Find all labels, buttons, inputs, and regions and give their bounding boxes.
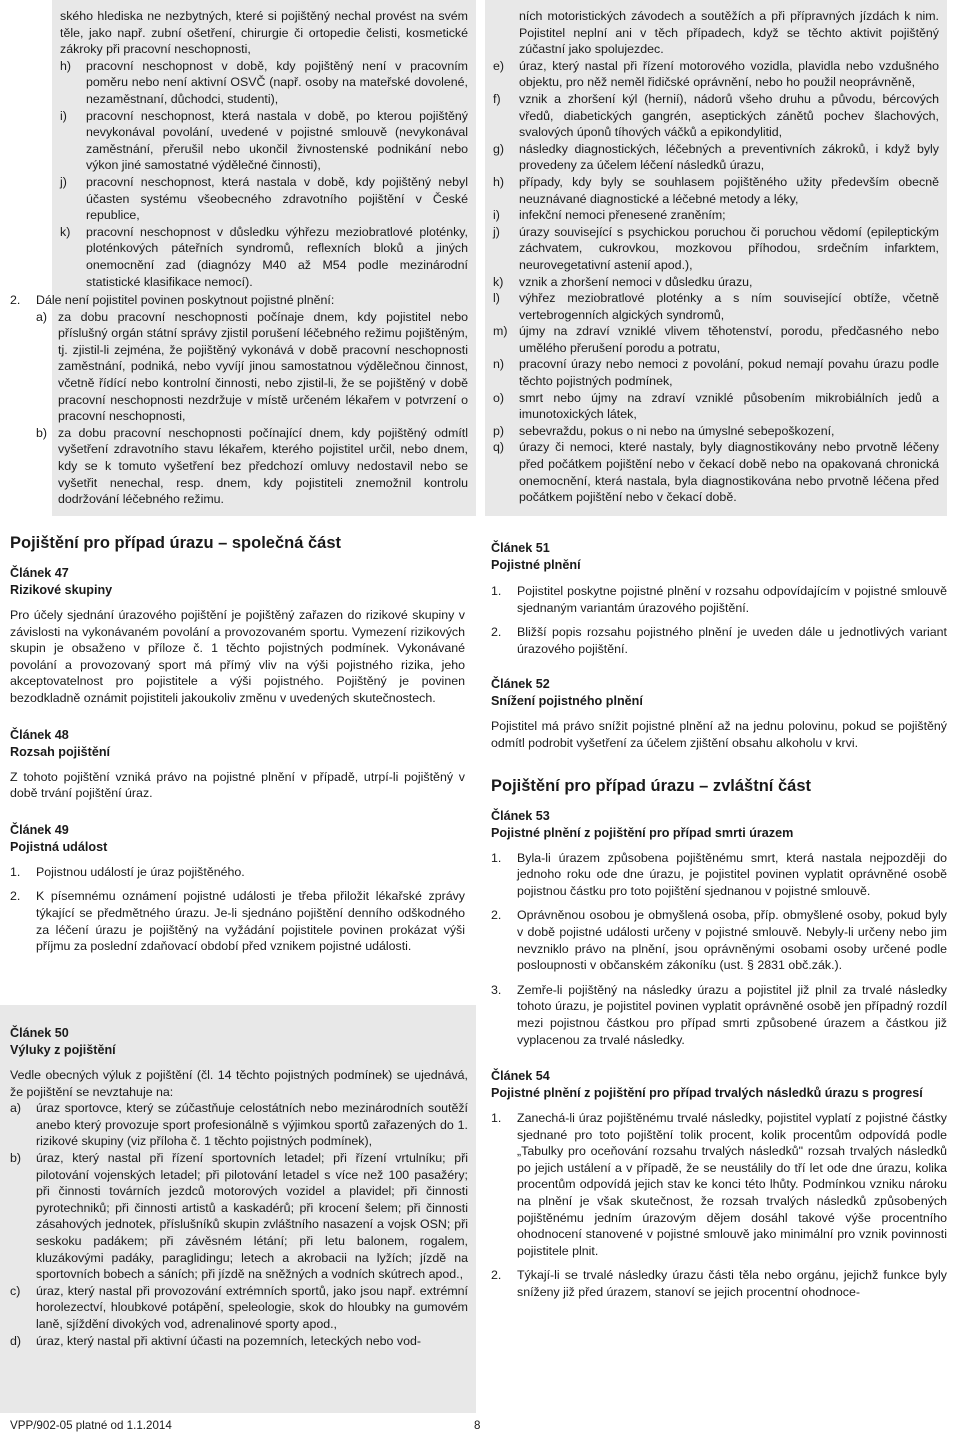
article-number: Článek 52: [491, 677, 550, 692]
list-text: případy, kdy byly se souhlasem pojištěného užity především obecně neuznávané diagnostické a léčebné metody a léky,: [519, 174, 939, 206]
item-number: 2.: [10, 889, 21, 904]
list-item: [60, 108, 468, 174]
list-text: újmy na zdraví vzniklé vlivem těhotenství, porodu, předčasného nebo umělého přerušení porodu a potratu,: [519, 324, 939, 355]
list-item: [60, 174, 468, 224]
item-text: Zanechá-li úraz pojištěnému trvalé následky, pojistitel vyplatí z pojistné částky sjednané pro toto pojištění tolik procent, kolik procentům odpovídá podle „Tabulky pro oceňování rozsahu trvalých následků" rozsah trvalých následků po jejich ustálení a v případě, že se neustálily do tří let ode dne úrazu, kolika procentům odpovídá jejich stav ke konci této lhůty. Podmínkou vzniku nároku na plnění je však skutečnost, že rozsah trvalých následků způsobených pojištěnému jedním úrazovým dějem dosáhl takové výše procentního ohodnocení stanovené v pojistné smlouvě jako minimální pro vznik povinnosti pojistitele plnit.: [517, 1111, 947, 1258]
list-text: pracovní neschopnost v důsledku výhřezu meziobratlové ploténky, ploténkových páteřních syndromů, reflexních bloků a jiných onemocnění zad (diagnózy M40 až M54 podle mezinárodní statistické klasifikace nemocí).: [86, 224, 468, 289]
list-marker: n): [493, 357, 505, 372]
list-text: úrazy související s psychickou poruchou či poruchou vědomí (epileptickým záchvatem, cukrovkou, mozkovou příhodou, srdečním infarktem, neurovegetativní astenií apod.),: [519, 224, 939, 272]
list-text: vznik a zhoršení nemoci v důsledku úrazu,: [519, 274, 753, 289]
item-number: 1.: [491, 584, 502, 598]
numbered-item: [10, 864, 465, 881]
left-column-content: [10, 533, 465, 955]
list-marker: l): [493, 291, 500, 306]
numbered-item: [491, 1110, 947, 1259]
article-title: Rozsah pojištění: [10, 744, 111, 759]
list-marker: a): [10, 1101, 22, 1116]
item-number: 1.: [491, 850, 502, 865]
list-text: pracovní neschopnost, která nastala v době, po kterou pojištěný nevykonával povolání, uvedené v pojistné smlouvě (nevykonával zaměstnání, přerušil nebo ukončil živnostenské podnikání nebo výkon jiné samostatné výdělečné činnosti),: [86, 108, 468, 173]
list-item: [10, 1100, 468, 1150]
article-number: Článek 47: [10, 566, 69, 580]
item-text: Oprávněnou osobou je obmyšlená osoba, příp. obmyšlené osoby, pokud byly v době pojistné události určeny v pojistné smlouvě. Nebyly-li určeny nebo jim nevzniklo právo na plnění, jsou oprávněnými osobami osoby určené podle posloupnosti v občanském zákoníku (ust. § 2831 obč.zák.).: [517, 908, 947, 973]
list-text: vznik a zhoršení kýl (hernií), nádorů všeho druhu a původu, bércových vředů, diabetických gangrén, aseptických zánětů pochev šlachových, svalových úponů tíhových váčků a epikondylitid,: [519, 91, 939, 140]
article-text: Z tohoto pojištění vzniká právo na pojistné plnění v případě, utrpí-li pojištěný v době trvání pojištění úraz.: [10, 769, 465, 801]
article-number: Článek 54: [491, 1069, 550, 1084]
item-number: 3.: [491, 982, 502, 997]
numbered-item: [491, 624, 947, 657]
section-title: Pojištění pro případ úrazu – společná část: [10, 534, 341, 552]
list-item: [10, 1333, 468, 1350]
list-item: [493, 141, 939, 174]
list-item: [493, 274, 939, 291]
numbered-item: [491, 583, 947, 616]
list-item: [10, 1283, 468, 1333]
item-text: Pojistnou událostí je úraz pojištěného.: [36, 864, 245, 879]
article-number: Článek 53: [491, 808, 550, 823]
list-marker: k): [60, 224, 71, 239]
article-text: Vedle obecných výluk z pojištění (čl. 14 těchto pojistných podmínek) se ujednává, že pojištění se nevztahuje na:: [10, 1068, 468, 1099]
article-number: Článek 49: [10, 822, 69, 837]
list-text: pracovní úrazy nebo nemoci z povolání, pokud nemají povahu úrazu podle těchto pojistných podmínek,: [519, 357, 939, 389]
list-marker: g): [493, 141, 505, 156]
list-marker: a): [36, 309, 48, 324]
sub-item: [36, 309, 468, 425]
list-marker: b): [36, 425, 48, 440]
section-title: Pojištění pro případ úrazu – zvláštní část: [491, 776, 811, 795]
item-number: 2.: [491, 908, 502, 923]
text-line: ského hlediska ne nezbytných, které si pojištěný nechal provést na svém těle, jako např. zubní ošetření, chirurgie či ortopedie čelisti, kosmetické zákroky při pracovní neschopnosti,: [60, 9, 468, 57]
list-item: [493, 290, 939, 323]
article-number: Článek 51: [491, 541, 550, 555]
list-item: [493, 390, 939, 423]
item-text: Dále není pojistitel povinen poskytnout pojistné plnění:: [36, 293, 335, 307]
list-text: sebevraždu, pokus o ni nebo na úmyslné sebepoškození,: [519, 423, 835, 438]
list-item: [493, 91, 939, 141]
list-text: úrazy či nemoci, které nastaly, byly diagnostikovány nebo prvotně léčeny před počátkem pojištění nebo v čekací době nebo na opakovaná chronická onemocnění, která nastala, byla diagnostikována nebo prvotně léčena před počátkem pojištění nebo v čekací době.: [519, 440, 939, 505]
exclusions-box-top-right: [485, 0, 947, 516]
point-2-block: [10, 292, 468, 508]
list-item: [493, 323, 939, 356]
list-marker: m): [493, 324, 508, 339]
list-text: následky diagnostických, léčebných a preventivních zákroků, i když byly provedeny za účelem léčení následků úrazu,: [519, 141, 939, 173]
list-marker: p): [493, 423, 505, 438]
list-marker: h): [60, 58, 72, 73]
right-column-content: [491, 540, 947, 1301]
article-title: Pojistná událost: [10, 839, 108, 854]
list-marker: b): [10, 1150, 22, 1165]
list-marker: j): [493, 224, 500, 239]
list-marker: d): [10, 1333, 22, 1348]
list-marker: o): [493, 390, 505, 405]
list-marker: i): [60, 108, 67, 123]
sub-item: [36, 425, 468, 508]
list-item: [60, 224, 468, 290]
list-text: úraz, který nastal při řízení motorového vozidla, plavidla nebo vzdušného objektu, pro něž neměl řidičské oprávnění, nebo ho použil neoprávněně,: [519, 58, 939, 90]
item-text: Pojistitel poskytne pojistné plnění v rozsahu odpovídajícím v pojistné smlouvě sjednaným variantám úrazového pojištění.: [517, 584, 947, 615]
list-text: pracovní neschopnost v době, kdy pojištěný není v pracovním poměru nebo není aktivní OSVČ (např. osoby na mateřské dovolené, nezaměstnaní, důchodci, studenti),: [86, 58, 468, 106]
item-text: Bližší popis rozsahu pojistného plnění je uveden dále u jednotlivých variant úrazového pojištění.: [517, 625, 947, 656]
numbered-item: [491, 850, 947, 900]
list-item: [10, 1150, 468, 1283]
numbered-item: [491, 982, 947, 1048]
list-item: [493, 423, 939, 440]
list-marker: e): [493, 58, 505, 73]
list-text: pracovní neschopnost, která nastala v době, kdy pojištěný nebyl účasten systému všeobecného zdravotního pojištění v České republice,: [86, 174, 468, 223]
footer-document-id: VPP/902-05 platné od 1.1.2014: [10, 1419, 172, 1432]
list-marker: i): [493, 208, 500, 223]
list-text: infekční nemoci přenesené zraněním;: [519, 208, 726, 223]
item-number: 2.: [10, 293, 21, 307]
exclusions-box-bottom-left: [0, 1005, 476, 1413]
article-title: Pojistné plnění: [491, 558, 581, 572]
numbered-item: [491, 907, 947, 973]
list-marker: c): [10, 1283, 21, 1298]
article-title: Snížení pojistného plnění: [491, 694, 643, 709]
item-number: 2.: [491, 625, 502, 640]
article-number: Článek 50: [10, 1026, 69, 1040]
list-item: [493, 224, 939, 274]
list-item: [493, 439, 939, 505]
article-title: Rizikové skupiny: [10, 583, 113, 597]
text-line: ních motoristických závodech a soutěžích a při přípravných jízdách k nim. Pojistitel neplní ani v těch případech, když se těchto aktivit pojištěný zúčastní jako spolujezdec.: [519, 9, 939, 57]
article-text: Pro účely sjednání úrazového pojištění je pojištěný zařazen do rizikové skupiny v závislosti na vykonávaném povolání a provozovaném sportu. Vymezení rizikových skupin je obsaženo v příloze č. 1 těchto pojistných podmínek. Vykonávané povolání a provozovaný sport má přímý vliv na výši pojistného rizika, jeho akceptovatelnost pro pojistitele a výši pojistného. Pojištěný je povinen bezodkladně oznámit pojistiteli jakoukoliv změnu v uvedených skutečnostech.: [10, 608, 465, 705]
article-number: Článek 48: [10, 727, 69, 742]
numbered-item: [10, 292, 468, 309]
item-text: Zemře-li pojištěný na následky úrazu a pojistitel již plnil za trvalé následky tohoto úrazu, je pojistitel povinen vyplatit oprávněné osobě jen případný rozdíl mezi pojistnou částkou pro případ smrti způsobené úrazem a částkou již vyplacenou za trvalé následky.: [517, 982, 947, 1047]
item-text: Byla-li úrazem způsobena pojištěnému smrt, která nastala nejpozději do jednoho roku ode dne úrazu, je pojistitel povinen vyplatit oprávněné osobě pojistnou částku pro toto pojištění sjednanou v pojistné smlouvě.: [517, 850, 947, 898]
numbered-item: [10, 888, 465, 954]
numbered-item: [491, 1267, 947, 1300]
list-item: [493, 207, 939, 224]
list-text: výhřez meziobratlové ploténky a s ním související obtíže, včetně vertebrogenních algických syndromů,: [519, 291, 939, 322]
list-marker: f): [493, 91, 501, 106]
list-text: úraz sportovce, který se zúčastňuje celostátních nebo mezinárodních soutěží anebo který provozuje sport profesionálně s výjimkou sportů zařazených do 1. rizikové skupiny (viz příloha č. 1 těchto pojistných podmínek),: [36, 1101, 468, 1149]
article-title: Výluky z pojištění: [10, 1043, 116, 1057]
list-text: úraz, který nastal při provozování extrémních sportů, jako jsou např. extrémní horolezectví, hloubkové potápění, speleologie, skok do hloubky na gumovém laně, sjíždění divokých vod, adrenalinové sporty apod.,: [36, 1283, 468, 1331]
list-text: za dobu pracovní neschopnosti počínající dnem, kdy pojištěný odmítl vyšetření zdravotního stavu lékařem, kterého pojistitel určil, nebo dnem, kdy se k tomuto vyšetření bez předchozí omluvy nedostavil nebo se vyšetřit nenechal, resp. dnem, kdy pojistiteli znemožnil kontrolu dodržování léčebného režimu.: [58, 425, 468, 507]
list-marker: j): [60, 174, 67, 189]
article-text: Pojistitel má právo snížit pojistné plnění až na jednu polovinu, pokud se pojištěný odmítl podrobit vyšetření za účelem zjištění obsahu alkoholu v krvi.: [491, 719, 947, 750]
footer-page-number: 8: [474, 1419, 481, 1432]
list-item: [493, 356, 939, 389]
item-text: Týkají-li se trvalé následky úrazu části těla nebo orgánu, jejichž funkce byly sníženy již před úrazem, stanoví se jejich procentní ohodnoce-: [517, 1268, 947, 1300]
list-item: [60, 58, 468, 108]
item-number: 1.: [491, 1111, 502, 1126]
list-item: [493, 58, 939, 91]
list-marker: h): [493, 174, 505, 189]
article-title: Pojistné plnění z pojištění pro případ trvalých následků úrazu s progresí: [491, 1086, 923, 1101]
item-number: 2.: [491, 1268, 502, 1283]
list-text: úraz, který nastal při řízení sportovních letadel; při řízení vrtulníku; při pilotování vojenských letadel; při pilotování letadel s více než 100 pasažéry; při činnosti továrních jezdců motorových vozidel a plavidel; při činnosti pyrotechniků; při činnosti artistů a kaskadérů; při krocení šelem; při činnosti zásahových jednotek, příslušníků skupin zvláštního nasazení a vojsk OSN; při seskoku padákem; při závěsném létání; při letu balonem, rogalem, kluzákovými padáky, paraglidingu; letech a akrobacii na lyžích; jízdě na sportovních bobech a sáních; při jízdě na sněžných a vodních skútrech apod.,: [36, 1150, 468, 1282]
list-item: [493, 174, 939, 207]
list-marker: q): [493, 440, 505, 455]
item-text: K písemnému oznámení pojistné události je třeba přiložit lékařské zprávy týkající se předmětného úrazu. Je-li sjednáno pojištění denního odškodného za léčení úrazu je pojištěný na vyžádání pojistitele povinen prokázat výši příjmu za poslední zdaňovací období před vznikem pojistné události.: [36, 889, 465, 954]
list-text: smrt nebo újmy na zdraví vzniklé působením mikrobiálních jedů a imunotoxických látek,: [519, 390, 939, 422]
article-title: Pojistné plnění z pojištění pro případ smrti úrazem: [491, 825, 794, 840]
list-marker: k): [493, 274, 504, 289]
item-number: 1.: [10, 864, 21, 879]
list-text: za dobu pracovní neschopnosti počínaje dnem, kdy pojistitel nebo příslušný orgán státní správy zjistil porušení léčebného režimu pojištěným, tj. zjistil-li zejména, že pojištěný vykonává v době pracovní neschopnosti zaměstnání, podniká, nebo vyvíjí jinou samostatnou výdělečnou činnost, včetně řídící nebo kontrolní činnosti, nebo zjistil-li, že se pojištěný v době pracovní neschopnosti nezdržuje v místě určeném lékařem v potvrzení o pracovní neschopnosti,: [58, 309, 468, 424]
list-text: úraz, který nastal při aktivní účasti na pozemních, leteckých nebo vod-: [36, 1333, 421, 1348]
